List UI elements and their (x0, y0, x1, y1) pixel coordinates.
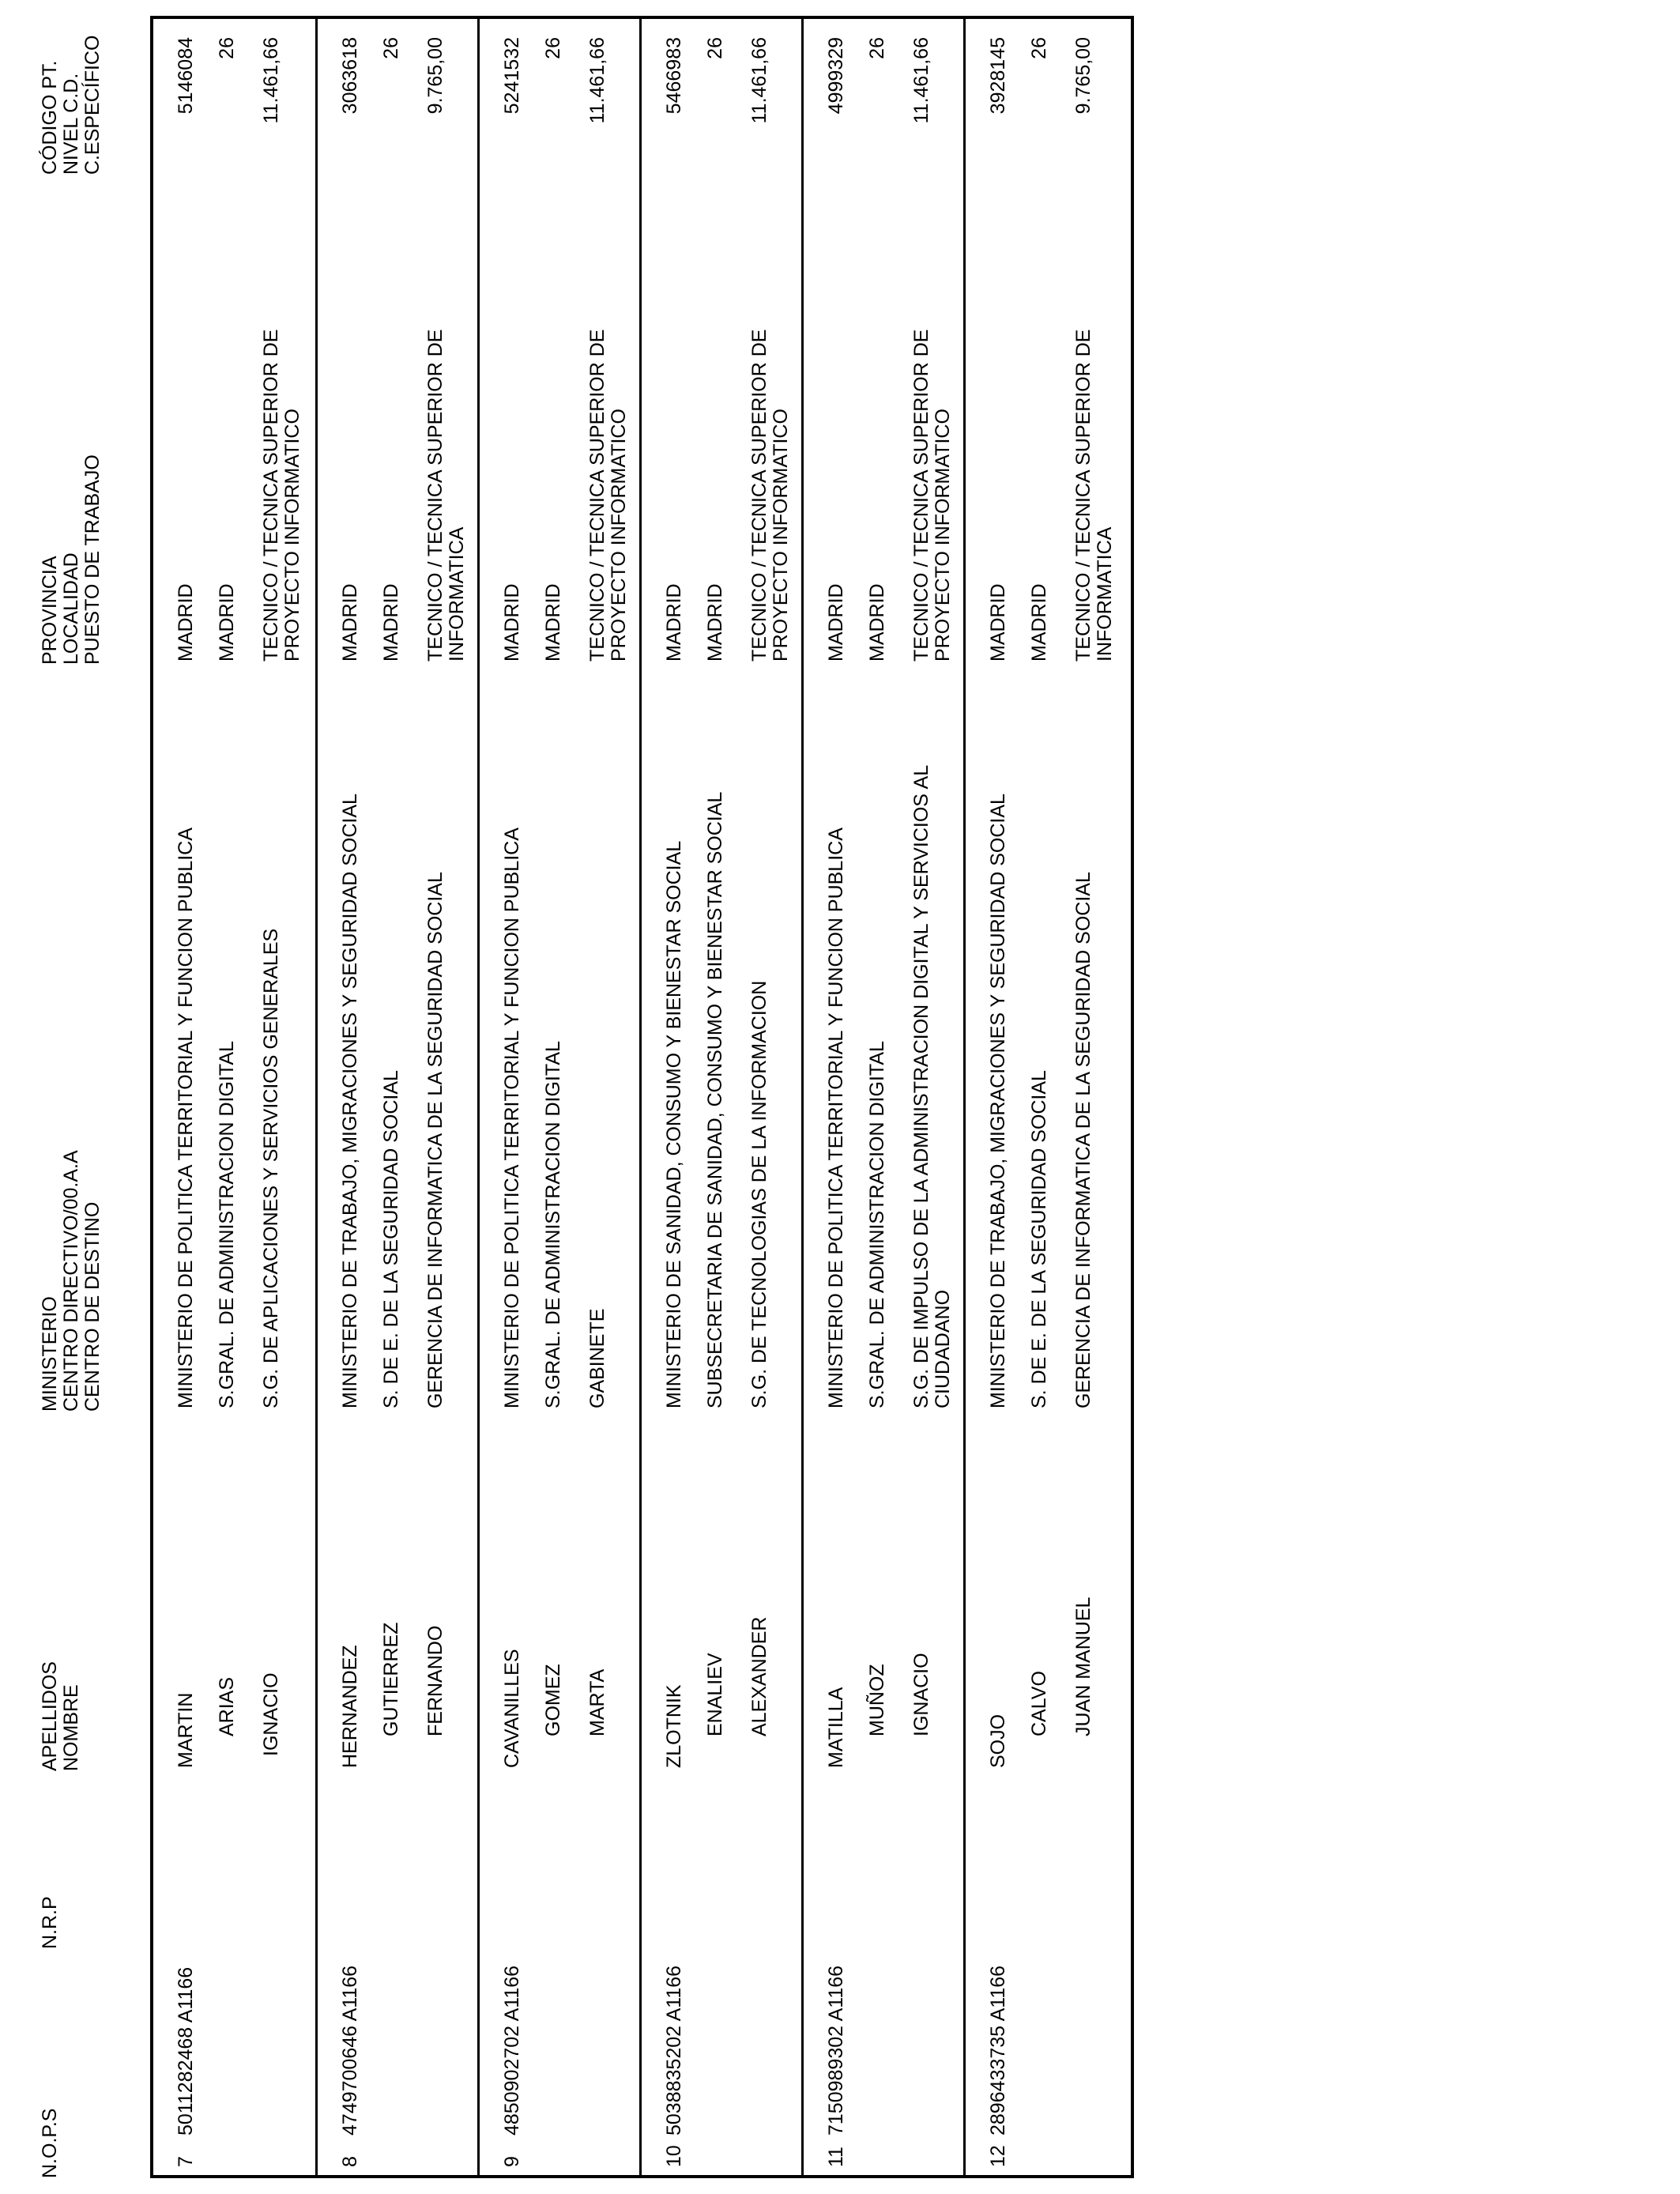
codigo-cell: 5146084 (175, 37, 197, 115)
apellido1-cell: CAVANILLES (501, 1649, 523, 1768)
centro-destino-cell (911, 765, 954, 1408)
header-apellidos (40, 1661, 82, 1771)
header-ministerio (40, 1150, 104, 1412)
apellido1-cell: MARTIN (175, 1692, 197, 1768)
ministerio-cell: MINISTERIO DE TRABAJO, MIGRACIONES Y SEGURIDAD SOCIAL (339, 794, 361, 1408)
header-puesto-label: PUESTO DE TRABAJO (81, 454, 104, 665)
puesto-line: TECNICO / TECNICA SUPERIOR DE (748, 329, 770, 662)
table-row (315, 19, 480, 2175)
nops-cell: 7 (175, 2156, 197, 2167)
table-row (153, 19, 315, 2175)
codigo-cell: 3063618 (339, 37, 361, 115)
header-codigo (40, 36, 104, 175)
puesto-line: INFORMATICA (446, 526, 468, 662)
nombre-cell: FERNANDO (424, 1625, 446, 1736)
centro-destino-line: CIUDADANO (932, 1289, 954, 1408)
nombre-cell: ALEXANDER (748, 1616, 770, 1736)
centro-directivo-cell: SUBSECRETARIA DE SANIDAD, CONSUMO Y BIENESTAR SOCIAL (704, 791, 726, 1408)
especifico-cell: 11.461,66 (586, 37, 608, 124)
nivel-cell: 26 (542, 37, 564, 59)
puesto-line: TECNICO / TECNICA SUPERIOR DE (424, 329, 446, 662)
puesto-line: PROYECTO INFORMATICO (608, 409, 630, 662)
header-apellidos-label: APELLIDOS (39, 1661, 61, 1771)
provincia-cell: MADRID (825, 583, 847, 662)
especifico-cell: 9.765,00 (1072, 37, 1094, 115)
nrp-cell: 5011282468 A1166 (175, 1966, 197, 2136)
header-especifico-label: C.ESPECÍFICO (81, 35, 104, 175)
localidad-cell: MADRID (542, 583, 564, 662)
apellido1-cell: SOJO (987, 1713, 1009, 1768)
centro-destino-cell: S.G. DE APLICACIONES Y SERVICIOS GENERALES (260, 928, 282, 1408)
header-provincia (40, 454, 104, 665)
header-nombre-label: NOMBRE (60, 1684, 82, 1771)
puesto-line: PROYECTO INFORMATICO (770, 409, 792, 662)
centro-destino-cell: GABINETE (586, 1308, 608, 1408)
nombre-cell: MARTA (586, 1668, 608, 1736)
header-centro-directivo-label: CENTRO DIRECTIVO/00.A.A (60, 1150, 82, 1412)
centro-destino-cell: GERENCIA DE INFORMATICA DE LA SEGURIDAD SOCIAL (424, 872, 446, 1408)
puesto-line: TECNICO / TECNICA SUPERIOR DE (910, 329, 932, 662)
centro-destino-cell: S.G. DE TECNOLOGIAS DE LA INFORMACION (748, 980, 770, 1408)
centro-directivo-cell: S.GRAL. DE ADMINISTRACION DIGITAL (216, 1041, 238, 1408)
table-row (477, 19, 642, 2175)
table-row (963, 19, 1128, 2175)
puesto-line: INFORMATICA (1094, 526, 1116, 662)
especifico-cell: 11.461,66 (260, 37, 282, 124)
provincia-cell: MADRID (501, 583, 523, 662)
header-nrp (40, 1896, 61, 1949)
table-row (639, 19, 804, 2175)
localidad-cell: MADRID (866, 583, 888, 662)
provincia-cell: MADRID (339, 583, 361, 662)
apellido2-cell: MUÑOZ (866, 1664, 888, 1736)
header-nops-label: N.O.P.S (39, 2108, 61, 2178)
table-row (801, 19, 966, 2175)
localidad-cell: MADRID (216, 583, 238, 662)
centro-directivo-cell: S.GRAL. DE ADMINISTRACION DIGITAL (866, 1041, 888, 1408)
apellido2-cell: ARIAS (216, 1676, 238, 1736)
centro-directivo-cell: S.GRAL. DE ADMINISTRACION DIGITAL (542, 1041, 564, 1408)
apellido1-cell: MATILLA (825, 1687, 847, 1768)
nops-cell: 11 (825, 2147, 847, 2167)
puesto-cell (587, 330, 630, 662)
nrp-cell: 4850902702 A1166 (501, 1965, 523, 2136)
especifico-cell: 11.461,66 (748, 37, 770, 124)
ministerio-cell: MINISTERIO DE TRABAJO, MIGRACIONES Y SEGURIDAD SOCIAL (987, 794, 1009, 1408)
codigo-cell: 5241532 (501, 37, 523, 115)
nivel-cell: 26 (216, 37, 238, 59)
nrp-cell: 4749700646 A1166 (339, 1965, 361, 2136)
nops-cell: 10 (663, 2145, 685, 2167)
puesto-cell (261, 330, 303, 662)
localidad-cell: MADRID (380, 583, 402, 662)
puesto-line: PROYECTO INFORMATICO (932, 409, 954, 662)
ministerio-cell: MINISTERIO DE SANIDAD, CONSUMO Y BIENESTAR SOCIAL (663, 840, 685, 1408)
localidad-cell: MADRID (704, 583, 726, 662)
puesto-line: TECNICO / TECNICA SUPERIOR DE (1072, 329, 1094, 662)
centro-directivo-cell: S. DE E. DE LA SEGURIDAD SOCIAL (380, 1070, 402, 1408)
header-codigo-label: CÓDIGO PT. (39, 60, 61, 175)
apellido2-cell: ENALIEV (704, 1653, 726, 1736)
header-ministerio-label: MINISTERIO (39, 1296, 61, 1412)
localidad-cell: MADRID (1028, 583, 1050, 662)
records-table (150, 16, 1134, 2178)
puesto-cell (425, 330, 468, 662)
nivel-cell: 26 (1028, 37, 1050, 59)
centro-destino-cell: GERENCIA DE INFORMATICA DE LA SEGURIDAD SOCIAL (1072, 872, 1094, 1408)
centro-destino-line: S.G. DE IMPULSO DE LA ADMINISTRACION DIGITAL Y SERVICIOS AL (910, 764, 932, 1408)
ministerio-cell: MINISTERIO DE POLITICA TERRITORIAL Y FUNCION PUBLICA (175, 827, 197, 1408)
puesto-cell (911, 330, 954, 662)
puesto-line: TECNICO / TECNICA SUPERIOR DE (586, 329, 608, 662)
nops-cell: 8 (339, 2156, 361, 2167)
codigo-cell: 5466983 (663, 37, 685, 115)
header-localidad-label: LOCALIDAD (60, 552, 82, 665)
codigo-cell: 4999329 (825, 37, 847, 115)
especifico-cell: 11.461,66 (910, 37, 932, 124)
puesto-line: PROYECTO INFORMATICO (281, 409, 303, 662)
apellido2-cell: CALVO (1028, 1671, 1050, 1736)
header-nivel-label: NIVEL C.D. (60, 73, 82, 175)
apellido1-cell: ZLOTNIK (663, 1684, 685, 1768)
nivel-cell: 26 (380, 37, 402, 59)
provincia-cell: MADRID (987, 583, 1009, 662)
nombre-cell: IGNACIO (260, 1672, 282, 1756)
nivel-cell: 26 (704, 37, 726, 59)
nrp-cell: 7150989302 A1166 (825, 1965, 847, 2136)
nops-cell: 12 (987, 2145, 1009, 2167)
header-nops (40, 2109, 61, 2178)
ministerio-cell: MINISTERIO DE POLITICA TERRITORIAL Y FUNCION PUBLICA (501, 827, 523, 1408)
codigo-cell: 3928145 (987, 37, 1009, 115)
provincia-cell: MADRID (175, 583, 197, 662)
apellido2-cell: GOMEZ (542, 1664, 564, 1736)
nops-cell: 9 (501, 2156, 523, 2167)
especifico-cell: 9.765,00 (424, 37, 446, 115)
puesto-cell (749, 330, 792, 662)
provincia-cell: MADRID (663, 583, 685, 662)
nivel-cell: 26 (866, 37, 888, 59)
header-nrp-label: N.R.P (39, 1896, 61, 1949)
centro-directivo-cell: S. DE E. DE LA SEGURIDAD SOCIAL (1028, 1070, 1050, 1408)
nombre-cell: JUAN MANUEL (1072, 1596, 1094, 1736)
apellido2-cell: GUTIERREZ (380, 1622, 402, 1736)
nombre-cell: IGNACIO (910, 1653, 932, 1736)
nrp-cell: 5038835202 A1166 (663, 1965, 685, 2136)
header-provincia-label: PROVINCIA (39, 556, 61, 665)
puesto-cell (1073, 330, 1116, 662)
apellido1-cell: HERNANDEZ (339, 1645, 361, 1768)
nrp-cell: 2896433735 A1166 (987, 1965, 1009, 2136)
ministerio-cell: MINISTERIO DE POLITICA TERRITORIAL Y FUNCION PUBLICA (825, 827, 847, 1408)
header-centro-destino-label: CENTRO DE DESTINO (81, 1201, 104, 1412)
puesto-line: TECNICO / TECNICA SUPERIOR DE (260, 329, 282, 662)
